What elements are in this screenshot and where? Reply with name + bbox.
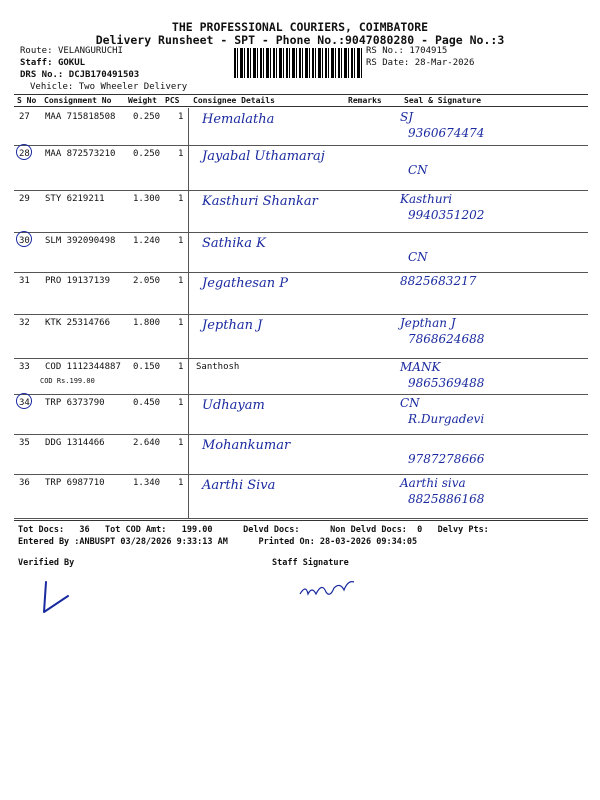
handwritten-consignee: Hemalatha	[202, 112, 275, 127]
route-line	[20, 46, 123, 56]
signature-line-2: 9360674474	[408, 126, 485, 140]
consignment-number: PRO 19137139	[45, 276, 111, 286]
signature-line-2: CN	[408, 163, 428, 177]
weight-value: 0.150	[133, 362, 161, 372]
table-row	[0, 434, 600, 474]
handwritten-consignee: Jayabal Uthamaraj	[202, 149, 325, 164]
weight-value: 1.300	[133, 194, 161, 204]
serial-number: 30	[19, 236, 30, 246]
drs-value: DCJB170491503	[68, 70, 140, 80]
pcs-value: 1	[178, 112, 184, 122]
signature-line-2: 8825886168	[408, 492, 485, 506]
company-title: THE PROFESSIONAL COURIERS, COIMBATORE	[171, 20, 429, 34]
signature-line-1: Aarthi siva	[400, 476, 466, 490]
consignment-number: STY 6219211	[45, 194, 105, 204]
serial-number: 28	[19, 149, 30, 159]
signature-line-2: CN	[408, 250, 428, 264]
rs-number: RS No.: 1704915	[366, 46, 448, 56]
consignment-number: MAA 715818508	[45, 112, 116, 122]
weight-value: 0.250	[133, 112, 161, 122]
table-row	[0, 108, 600, 145]
runsheet-subtitle: Delivery Runsheet - SPT - Phone No.:9047080280 - Page No.:3	[95, 33, 505, 47]
consignment-number: TRP 6987710	[45, 478, 105, 488]
consignment-number: DDG 1314466	[45, 438, 105, 448]
footer-rule	[14, 520, 588, 521]
table-row	[0, 358, 600, 394]
consignment-number: TRP 6373790	[45, 398, 105, 408]
signature-line-2: R.Durgadevi	[408, 412, 485, 426]
pcs-value: 1	[178, 438, 184, 448]
header-bottom-rule	[14, 106, 588, 107]
consignment-number: COD 1112344887	[45, 362, 121, 372]
pcs-value: 1	[178, 398, 184, 408]
col-divider-consignee	[188, 108, 189, 518]
signature-line-1: CN	[400, 396, 420, 410]
signature-line-1: Jepthan J	[400, 316, 456, 330]
drs-line	[20, 70, 139, 80]
pcs-value: 1	[178, 276, 184, 286]
staff-line	[20, 58, 85, 68]
pcs-value: 1	[178, 318, 184, 328]
handwritten-consignee: Jegathesan P	[202, 276, 288, 291]
col-pcs: PCS	[165, 96, 180, 105]
signature-line-1: SJ	[400, 110, 414, 124]
staff-signature-label: Staff Signature	[272, 558, 349, 568]
signature-line-2: 9787278666	[408, 452, 485, 466]
handwritten-consignee: Udhayam	[202, 398, 265, 413]
staff-value: GOKUL	[57, 58, 86, 68]
staff-label: Staff:	[20, 58, 53, 68]
pcs-value: 1	[178, 149, 184, 159]
weight-value: 2.050	[133, 276, 161, 286]
col-remarks: Remarks	[348, 96, 382, 105]
staff-signature-mark	[296, 578, 366, 604]
footer-totals: Tot Docs: 36 Tot COD Amt: 199.00 Delvd Docs: Non Delvd Docs: 0 Delvy Pts:	[18, 525, 489, 535]
drs-label: DRS No.:	[20, 70, 64, 80]
signature-line-2: 7868624688	[408, 332, 485, 346]
handwritten-consignee: Sathika K	[202, 236, 266, 251]
serial-number: 36	[19, 478, 30, 488]
table-row	[0, 314, 600, 358]
header-top-rule	[14, 94, 588, 95]
table-row	[0, 232, 600, 272]
signature-line-2: 9940351202	[408, 208, 485, 222]
pcs-value: 1	[178, 362, 184, 372]
signature-line-2: 9865369488	[408, 376, 485, 390]
serial-number: 32	[19, 318, 30, 328]
pcs-value: 1	[178, 194, 184, 204]
serial-number: 31	[19, 276, 30, 286]
weight-value: 0.450	[133, 398, 161, 408]
col-consignment: Consignment No	[44, 96, 112, 105]
table-row	[0, 190, 600, 232]
col-weight: Weight	[128, 96, 157, 105]
consignment-number: MAA 872573210	[45, 149, 116, 159]
row-divider	[14, 518, 588, 519]
rs-date: RS Date: 28-Mar-2026	[366, 58, 475, 68]
weight-value: 0.250	[133, 149, 161, 159]
footer-entered-by: Entered By :ANBUSPT 03/28/2026 9:33:13 AM Printed On: 28-03-2026 09:34:05	[18, 537, 418, 547]
weight-value: 1.240	[133, 236, 161, 246]
route-label: Route:	[20, 46, 53, 56]
table-row	[0, 145, 600, 190]
vehicle-line: Vehicle: Two Wheeler Delivery	[30, 82, 188, 92]
weight-value: 1.800	[133, 318, 161, 328]
consignee-name: Santhosh	[196, 362, 240, 372]
table-row	[0, 394, 600, 434]
col-signature: Seal & Signature	[404, 96, 482, 105]
serial-number: 33	[19, 362, 30, 372]
pcs-value: 1	[178, 236, 184, 246]
serial-number: 29	[19, 194, 30, 204]
col-sno: S No	[17, 96, 37, 105]
verified-by-label: Verified By	[18, 558, 75, 568]
serial-number: 34	[19, 398, 30, 408]
route-value: VELANGURUCHI	[57, 46, 123, 56]
verifier-signature-mark	[38, 578, 88, 618]
pcs-value: 1	[178, 478, 184, 488]
table-row	[0, 272, 600, 314]
signature-line-1: Kasthuri	[400, 192, 453, 206]
handwritten-consignee: Jepthan J	[202, 318, 263, 333]
signature-line-1: 8825683217	[400, 274, 477, 288]
barcode-image	[234, 48, 362, 78]
consignment-number: KTK 25314766	[45, 318, 111, 328]
cod-amount: COD Rs.199.00	[40, 377, 95, 385]
serial-number: 35	[19, 438, 30, 448]
handwritten-consignee: Mohankumar	[202, 438, 291, 453]
signature-line-1: MANK	[400, 360, 441, 374]
handwritten-consignee: Aarthi Siva	[202, 478, 276, 493]
table-row	[0, 474, 600, 518]
consignment-number: SLM 392090498	[45, 236, 116, 246]
handwritten-consignee: Kasthuri Shankar	[202, 194, 318, 209]
col-consignee: Consignee Details	[193, 96, 275, 105]
weight-value: 1.340	[133, 478, 161, 488]
serial-number: 27	[19, 112, 30, 122]
weight-value: 2.640	[133, 438, 161, 448]
